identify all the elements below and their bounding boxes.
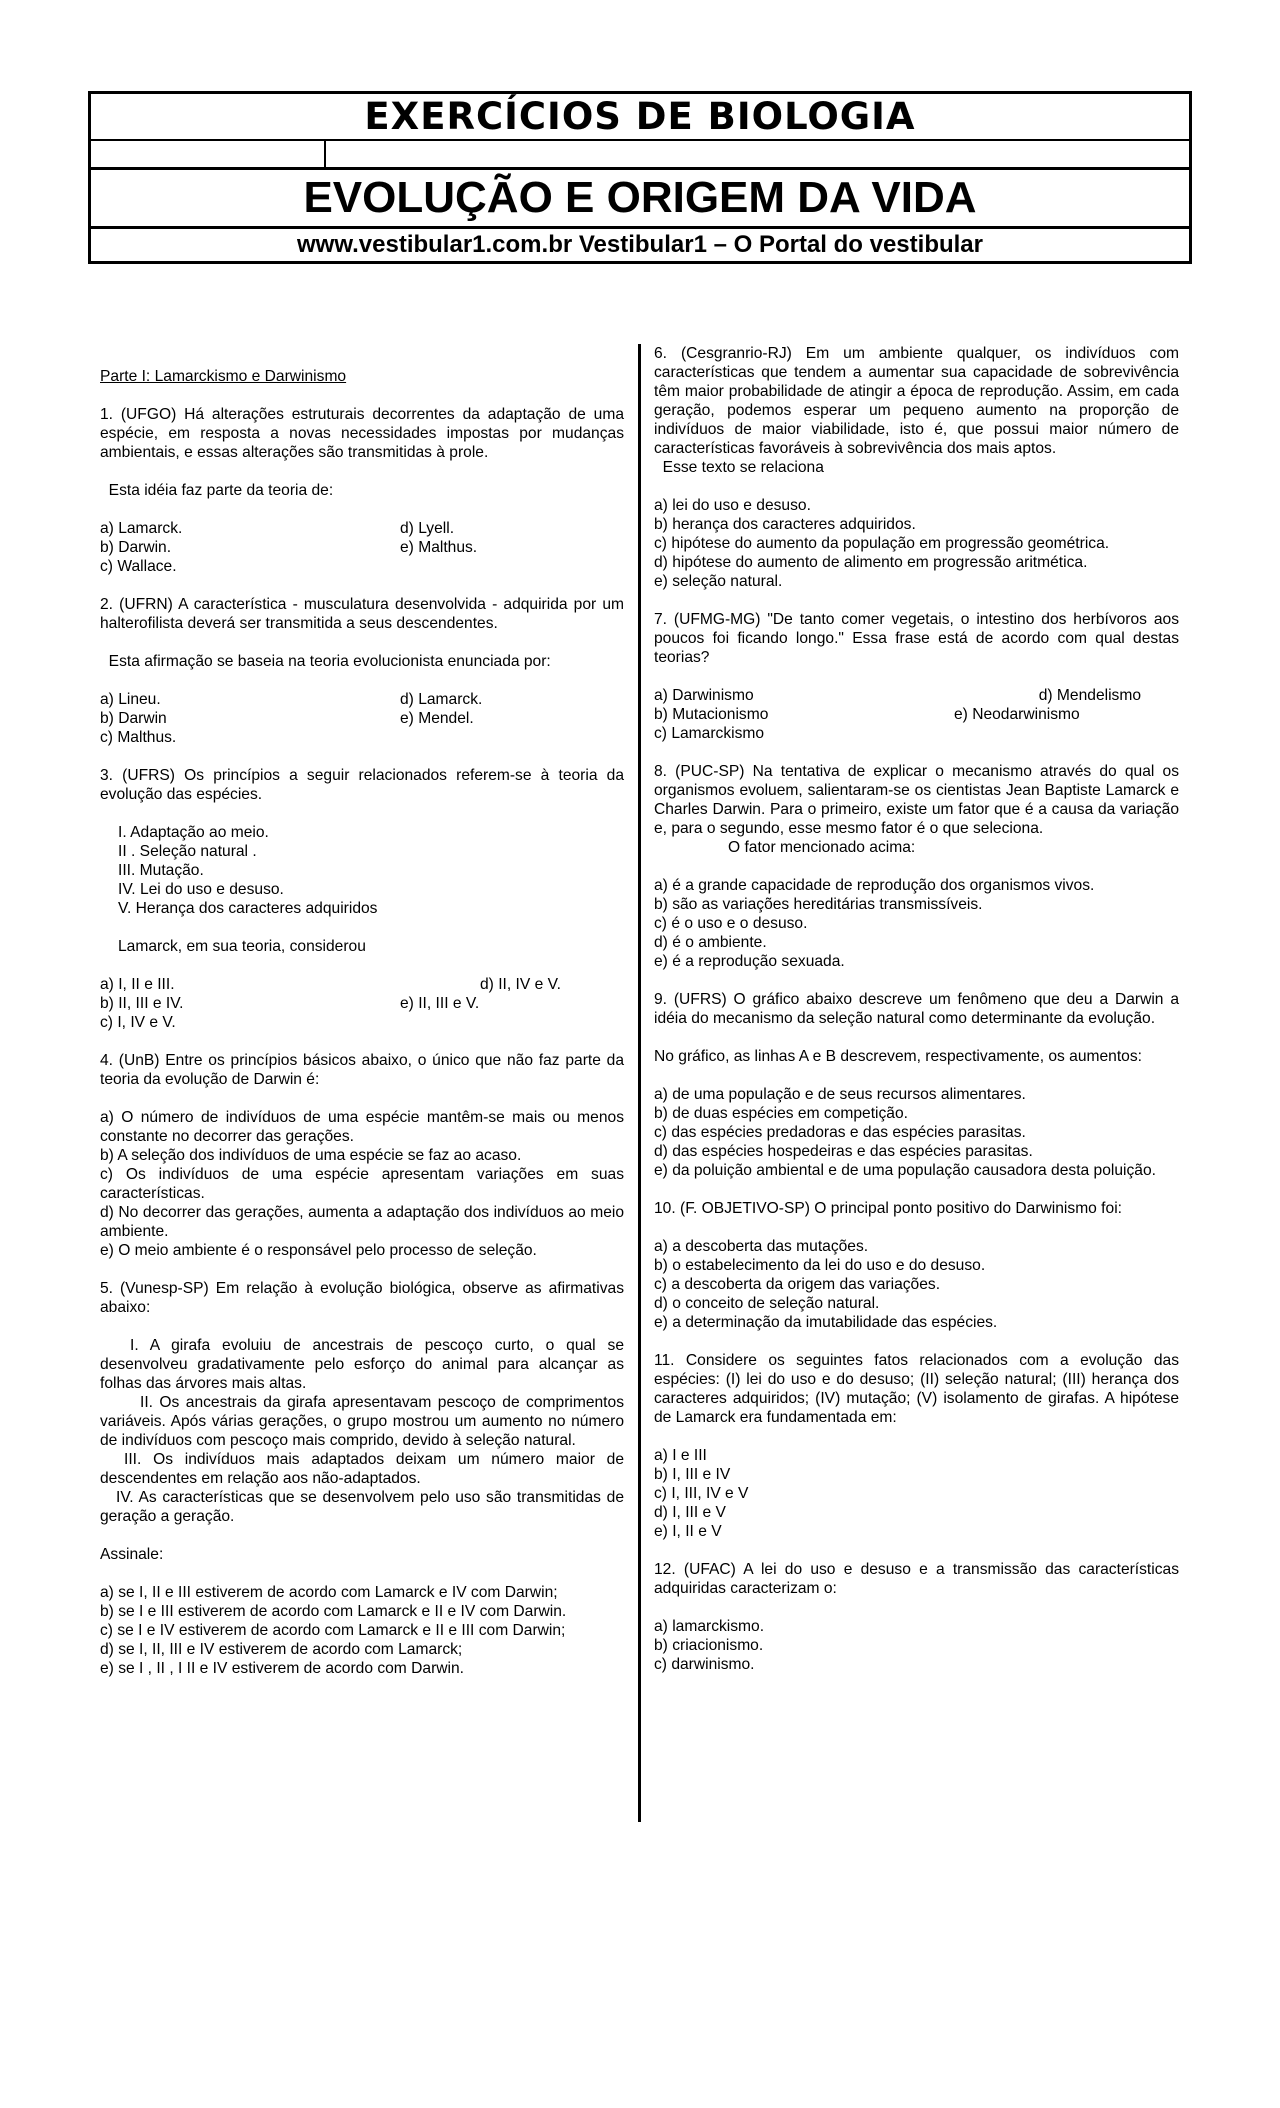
- option: e) Neodarwinismo: [954, 706, 1080, 723]
- option: b) se I e III estiverem de acordo com Lamarck e II e IV com Darwin.: [100, 1603, 567, 1620]
- question-2: [100, 595, 624, 747]
- option: d) Lamarck.: [400, 691, 483, 708]
- option: a) lei do uso e desuso.: [654, 497, 811, 514]
- option: c) hipótese do aumento da população em progressão geométrica.: [654, 535, 1110, 552]
- question-text: 3. (UFRS) Os princípios a seguir relacionados referem-se à teoria da evolução das espécies.: [100, 767, 624, 803]
- option: c) se I e IV estiverem de acordo com Lamarck e II e III com Darwin;: [100, 1622, 566, 1639]
- option: a) Lamarck.: [100, 520, 183, 537]
- option: a) a descoberta das mutações.: [654, 1238, 869, 1255]
- question-prompt: Esse texto se relaciona: [654, 459, 824, 476]
- document-header: [88, 91, 1192, 264]
- option: d) Mendelismo: [1038, 687, 1141, 704]
- option: b) Darwin.: [100, 539, 172, 556]
- question-5: [100, 1279, 624, 1678]
- header-divider: [324, 141, 326, 167]
- question-prompt: Lamarck, em sua teoria, considerou: [118, 938, 366, 955]
- option: b) I, III e IV: [654, 1466, 731, 1483]
- option: c) Malthus.: [100, 729, 177, 746]
- option: e) II, III e V.: [400, 995, 480, 1012]
- option: b) são as variações hereditárias transmissíveis.: [654, 896, 983, 913]
- column-divider: [638, 344, 641, 1822]
- option: c) Lamarckismo: [654, 725, 765, 742]
- option: b) o estabelecimento da lei do uso e do desuso.: [654, 1257, 986, 1274]
- left-column: [100, 367, 624, 1678]
- question-text: 11. Considere os seguintes fatos relacionados com a evolução das espécies: (I) lei do uso e do desuso; (II) seleção natural; (III) herança dos caracteres adquiridos; (IV) mutação; (V) isolamento de girafas. A hipótese de Lamarck era fundamentada em:: [654, 1352, 1179, 1426]
- question-7: [654, 610, 1179, 743]
- question-text: 4. (UnB) Entre os princípios básicos abaixo, o único que não faz parte da teoria da evolução de Darwin é:: [100, 1052, 624, 1088]
- question-4: [100, 1051, 624, 1260]
- option: e) se I , II , I II e IV estiverem de acordo com Darwin.: [100, 1660, 464, 1677]
- question-text: 2. (UFRN) A característica - musculatura desenvolvida - adquirida por um halterofilista deverá ser transmitida a seus descendentes.: [100, 596, 624, 632]
- question-11: [654, 1351, 1179, 1541]
- option: d) o conceito de seleção natural.: [654, 1295, 880, 1312]
- statement: IV. As características que se desenvolvem pelo uso são transmitidas de geração a geração.: [100, 1489, 624, 1525]
- option: e) Mendel.: [400, 710, 474, 727]
- option: d) é o ambiente.: [654, 934, 767, 951]
- question-3: [100, 766, 624, 1032]
- right-column: [654, 344, 1179, 1674]
- option: e) é a reprodução sexuada.: [654, 953, 845, 970]
- option: d) se I, II, III e IV estiverem de acordo com Lamarck;: [100, 1641, 463, 1658]
- option: a) Lineu.: [100, 691, 161, 708]
- question-12: [654, 1560, 1179, 1674]
- question-text: 1. (UFGO) Há alterações estruturais decorrentes da adaptação de uma espécie, em resposta a novas necessidades impostas por mudanças ambientais, e essas alterações são transmitidas à prole.: [100, 406, 624, 461]
- option: d) hipótese do aumento de alimento em progressão aritmética.: [654, 554, 1088, 571]
- option: b) Mutacionismo: [654, 706, 769, 723]
- option: b) criacionismo.: [654, 1637, 764, 1654]
- page-title: EXERCÍCIOS DE BIOLOGIA: [91, 94, 1189, 141]
- option: a) Darwinismo: [654, 687, 754, 704]
- option: e) seleção natural.: [654, 573, 783, 590]
- question-prompt: O fator mencionado acima:: [728, 839, 916, 856]
- question-text: 7. (UFMG-MG) "De tanto comer vegetais, o intestino dos herbívoros aos poucos foi ficando longo." Essa frase está de acordo com qual destas teorias?: [654, 611, 1179, 666]
- statement: III. Os indivíduos mais adaptados deixam um número maior de descendentes em relação aos não-adaptados.: [100, 1451, 624, 1487]
- question-text: 12. (UFAC) A lei do uso e desuso e a transmissão das características adquiridas caracterizam o:: [654, 1561, 1179, 1597]
- question-9: [654, 990, 1179, 1180]
- option: a) é a grande capacidade de reprodução dos organismos vivos.: [654, 877, 1095, 894]
- option: c) Os indivíduos de uma espécie apresentam variações em suas características.: [100, 1166, 624, 1202]
- option: e) a determinação da imutabilidade das espécies.: [654, 1314, 998, 1331]
- option: c) I, III, IV e V: [654, 1485, 749, 1502]
- header-spacer-row: [91, 141, 1189, 170]
- question-text: 8. (PUC-SP) Na tentativa de explicar o mecanismo através do qual os organismos evoluem, salientaram-se os cientistas Jean Baptiste Lamarck e Charles Darwin. Para o primeiro, existe um fator que é a causa da variação e, para o segundo, esse mesmo fator é o que seleciona.: [654, 763, 1179, 837]
- option: e) da poluição ambiental e de uma população causadora desta poluição.: [654, 1162, 1156, 1179]
- section-title: Parte I: Lamarckismo e Darwinismo: [100, 368, 347, 385]
- option: d) I, III e V: [654, 1504, 726, 1521]
- statement: II. Os ancestrais da girafa apresentavam pescoço de comprimentos variáveis. Após várias gerações, o grupo mostrou um aumento no número de indivíduos com pescoço mais comprido, devido à seleção natural.: [100, 1394, 624, 1449]
- option: c) a descoberta da origem das variações.: [654, 1276, 941, 1293]
- question-text: 5. (Vunesp-SP) Em relação à evolução biológica, observe as afirmativas abaixo:: [100, 1280, 624, 1316]
- option: b) A seleção dos indivíduos de uma espécie se faz ao acaso.: [100, 1147, 522, 1164]
- question-prompt: Esta afirmação se baseia na teoria evolucionista enunciada por:: [100, 653, 551, 670]
- option: b) herança dos caracteres adquiridos.: [654, 516, 916, 533]
- statement: I. A girafa evoluiu de ancestrais de pescoço curto, o qual se desenvolveu gradativamente pelo esforço do animal para alcançar as folhas das árvores mais altas.: [100, 1337, 624, 1392]
- option: a) de uma população e de seus recursos alimentares.: [654, 1086, 1026, 1103]
- option: d) No decorrer das gerações, aumenta a adaptação dos indivíduos ao meio ambiente.: [100, 1204, 624, 1240]
- option: a) O número de indivíduos de uma espécie mantêm-se mais ou menos constante no decorrer das gerações.: [100, 1109, 624, 1145]
- option: c) é o uso e o desuso.: [654, 915, 808, 932]
- question-prompt: Esta idéia faz parte da teoria de:: [100, 482, 334, 499]
- question-8: [654, 762, 1179, 971]
- list-item: I. Adaptação ao meio.: [118, 824, 269, 841]
- list-item: III. Mutação.: [118, 862, 204, 879]
- option: b) II, III e IV.: [100, 995, 184, 1012]
- option: d) II, IV e V.: [480, 976, 561, 993]
- option: c) darwinismo.: [654, 1656, 755, 1673]
- option: a) I e III: [654, 1447, 707, 1464]
- list-item: V. Herança dos caracteres adquiridos: [118, 900, 378, 917]
- option: e) I, II e V: [654, 1523, 722, 1540]
- site-line: www.vestibular1.com.br Vestibular1 – O Portal do vestibular: [297, 231, 983, 258]
- question-text: 10. (F. OBJETIVO-SP) O principal ponto positivo do Darwinismo foi:: [654, 1200, 1122, 1217]
- question-text: 6. (Cesgranrio-RJ) Em um ambiente qualquer, os indivíduos com características que tendem a aumentar sua capacidade de sobrevivência têm maior probabilidade de atingir a época de reprodução. Assim, em cada geração, podemos esperar um pequeno aumento na proporção de indivíduos de maior viabilidade, isto é, que possui maior número de características favoráveis à sobrevivência dos mais aptos.: [654, 345, 1179, 457]
- question-text: 9. (UFRS) O gráfico abaixo descreve um fenômeno que deu a Darwin a idéia do mecanismo da seleção natural como determinante da evolução.: [654, 991, 1179, 1027]
- question-prompt: Assinale:: [100, 1546, 164, 1563]
- option: a) I, II e III.: [100, 976, 175, 993]
- option: b) de duas espécies em competição.: [654, 1105, 908, 1122]
- question-10: [654, 1199, 1179, 1332]
- list-item: II . Seleção natural .: [118, 843, 257, 860]
- option: c) das espécies predadoras e das espécies parasitas.: [654, 1124, 1026, 1141]
- option: c) I, IV e V.: [100, 1014, 176, 1031]
- option: d) Lyell.: [400, 520, 455, 537]
- page-subtitle: EVOLUÇÃO E ORIGEM DA VIDA: [91, 170, 1189, 229]
- question-1: [100, 405, 624, 576]
- list-item: IV. Lei do uso e desuso.: [118, 881, 284, 898]
- option: e) O meio ambiente é o responsável pelo processo de seleção.: [100, 1242, 537, 1259]
- option: e) Malthus.: [400, 539, 478, 556]
- option: b) Darwin: [100, 710, 167, 727]
- option: a) lamarckismo.: [654, 1618, 765, 1635]
- option: d) das espécies hospedeiras e das espécies parasitas.: [654, 1143, 1033, 1160]
- question-prompt: No gráfico, as linhas A e B descrevem, respectivamente, os aumentos:: [654, 1048, 1142, 1065]
- option: a) se I, II e III estiverem de acordo com Lamarck e IV com Darwin;: [100, 1584, 558, 1601]
- question-6: [654, 344, 1179, 591]
- option: c) Wallace.: [100, 558, 177, 575]
